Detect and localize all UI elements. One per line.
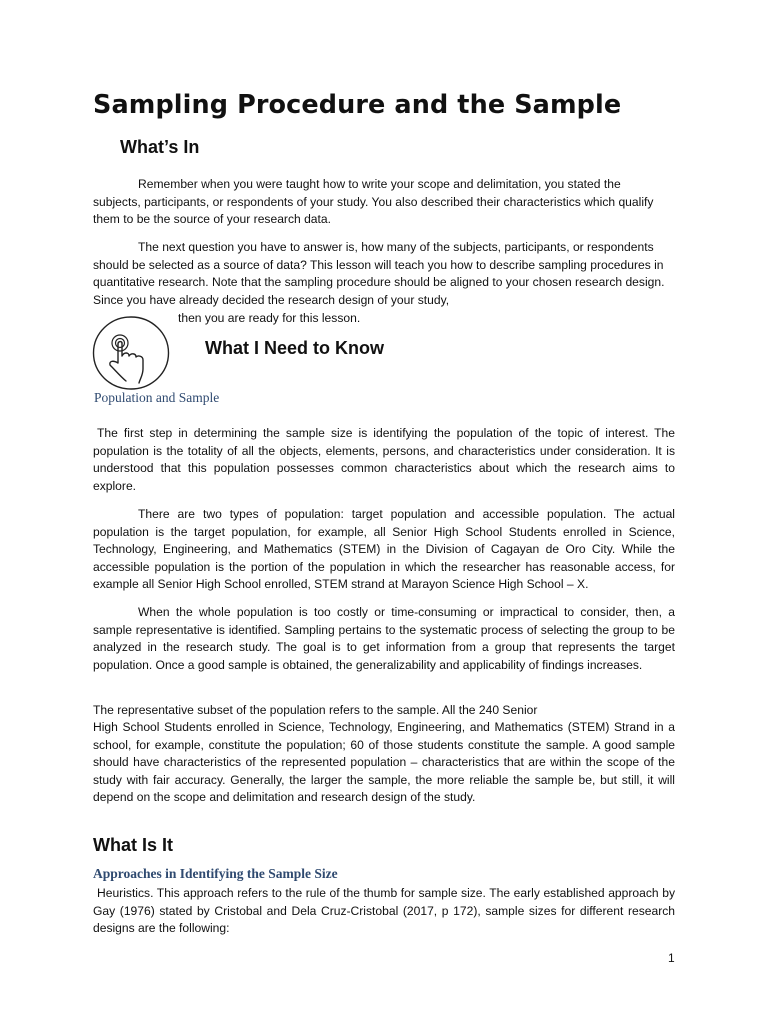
finger-tap-icon — [91, 315, 171, 391]
page-title: Sampling Procedure and the Sample — [93, 90, 622, 120]
paragraph-whats-in-3: then you are ready for this lesson. — [178, 311, 361, 325]
heading-whats-in: What’s In — [120, 137, 200, 157]
heading-what-i-need-to-know: What I Need to Know — [205, 338, 384, 358]
subheading-approaches: Approaches in Identifying the Sample Size — [93, 866, 338, 881]
heading-what-is-it: What Is It — [93, 835, 173, 855]
paragraph-population-3: When the whole population is too costly or time-consuming or impractical to consider, then, a sample representative is identified. Sampling pertains to the systematic process of selecting the group to be analyzed in the research study. The goal is to get information from a group that represents the target population. Once a good sample is obtained, the generalizability and applicability of findings increases. — [93, 605, 675, 672]
paragraph-population-5: High School Students enrolled in Science, Technology, Engineering, and Mathematics (STEM) Strand in a school, for example, constitute the population; 60 of those students constitute the sample. A good sample should have characteristics of the represented population – characteristics that are within the scope of the study with fair accuracy. Generally, the larger the sample, the more reliable the sample be, but still, it will depend on the scope and delimitation and research design of the study. — [93, 720, 675, 804]
paragraph-population-2: There are two types of population: target population and accessible population. The actual population is the target population, for example, all Senior High School Students enrolled in Science, Technology, Engineering, and Mathematics (STEM) in the Division of Cagayan de Oro City. While the accessible population is the portion of the population in which the researcher has reasonable access, for example all Senior High School enrolled, STEM strand at Marayon Science High School – X. — [93, 507, 675, 591]
subheading-population-and-sample: Population and Sample — [94, 390, 220, 405]
paragraph-heuristics: Heuristics. This approach refers to the rule of the thumb for sample size. The early established approach by Gay (1976) stated by Cristobal and Dela Cruz-Cristobal (2017, p 172), sample sizes for different research designs are the following: — [93, 886, 675, 935]
paragraph-population-1: The first step in determining the sample size is identifying the population of the topic of interest. The population is the totality of all the objects, elements, persons, and characteristics under consideration. It is understood that this population possesses common characteristics about which the research aims to explore. — [93, 426, 675, 493]
paragraph-whats-in-1: Remember when you were taught how to write your scope and delimitation, you stated the subjects, participants, or respondents of your study. You also described their characteristics which qualify them to be the source of your research data. — [93, 177, 654, 226]
page-number: 1 — [668, 951, 675, 965]
paragraph-population-4: The representative subset of the population refers to the sample. All the 240 Senior — [93, 703, 538, 717]
paragraph-whats-in-2: The next question you have to answer is, how many of the subjects, participants, or respondents should be selected as a source of data? This lesson will teach you how to describe sampling procedures in quantitative research. Note that the sampling procedure should be aligned to your chosen research design. Since you have already decided the research design of your study, — [93, 240, 665, 307]
